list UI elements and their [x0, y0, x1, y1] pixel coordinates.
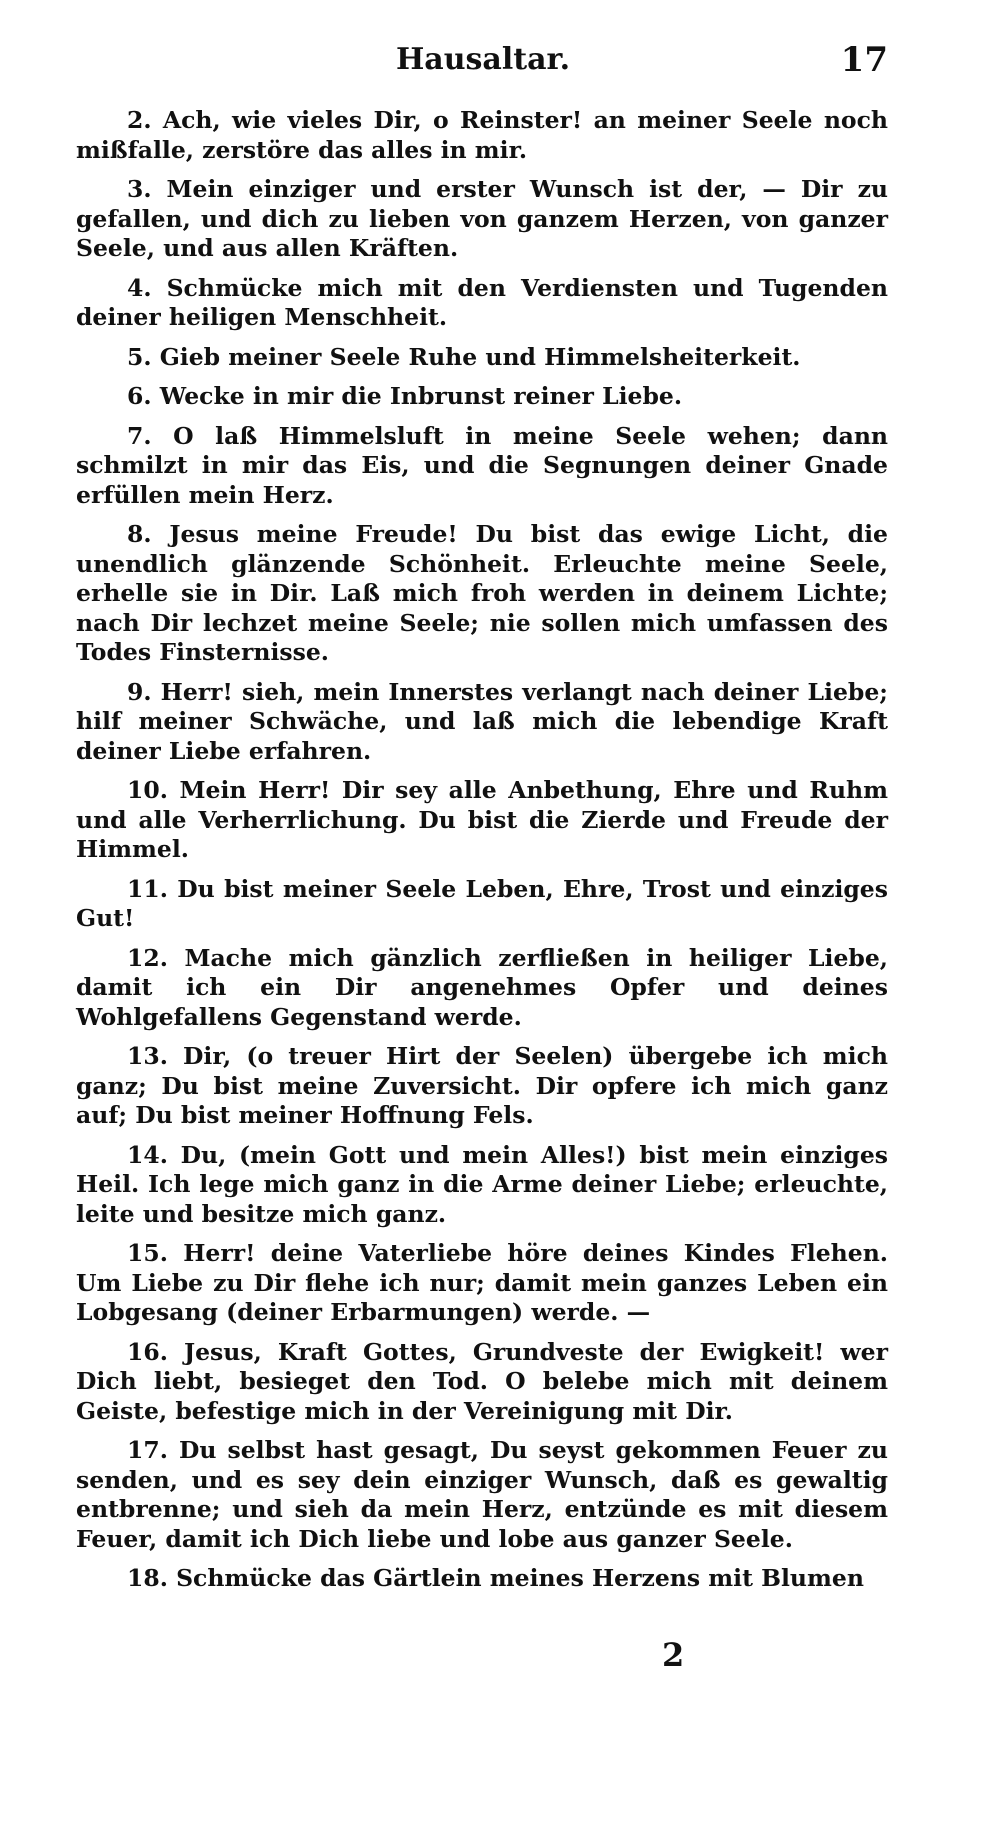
- prayer-paragraph-4: 4. Schmücke mich mit den Verdiensten und Tugenden deiner heiligen Menschheit.: [76, 273, 888, 331]
- prayer-paragraph-10: 10. Mein Herr! Dir sey alle Anbethung, Ehre und Ruhm und alle Verherrlichung. Du bist die Zierde und Freude der Himmel.: [76, 776, 888, 863]
- prayer-paragraph-3: 3. Mein einziger und erster Wunsch ist der, — Dir zu gefallen, und dich zu lieben von ganzem Herzen, von ganzer Seele, und aus allen Kräften.: [76, 175, 888, 262]
- prayer-paragraph-16: 16. Jesus, Kraft Gottes, Grundveste der Ewigkeit! wer Dich liebt, besieget den Tod. O belebe mich mit deinem Geiste, befestige mich in der Vereinigung mit Dir.: [76, 1337, 888, 1425]
- prayer-paragraph-12: 12. Mache mich gänzlich zerfließen in heiliger Liebe, damit ich ein Dir angenehmes Opfer und deines Wohlgefallens Gegenstand werde.: [76, 943, 888, 1031]
- running-title: Hausaltar.: [395, 42, 571, 77]
- prayer-paragraph-17: 17. Du selbst hast gesagt, Du seyst gekommen Feuer zu senden, und es sey dein einziger Wunsch, daß es gewaltig entbrenne; und sieh da mein Herz, entzünde es mit diesem Feuer, damit ich Dich liebe und lobe aus ganzer Seele.: [76, 1436, 888, 1553]
- signature-mark: 2: [662, 1636, 685, 1674]
- page-number: 17: [840, 40, 888, 80]
- prayer-paragraph-9: 9. Herr! sieh, mein Innerstes verlangt nach deiner Liebe; hilf meiner Schwäche, und laß mich die lebendige Kraft deiner Liebe erfahren.: [76, 677, 888, 765]
- prayer-paragraph-7: 7. O laß Himmelsluft in meine Seele wehen; dann schmilzt in mir das Eis, und die Segnungen deiner Gnade erfüllen mein Herz.: [76, 421, 888, 509]
- page-header: [78, 38, 888, 88]
- body-text: [76, 106, 888, 1594]
- prayer-paragraph-13: 13. Dir, (o treuer Hirt der Seelen) übergebe ich mich ganz; Du bist meine Zuversicht. Dir opfere ich mich ganz auf; Du bist meiner Hoffnung Fels.: [76, 1042, 888, 1129]
- prayer-paragraph-14: 14. Du, (mein Gott und mein Alles!) bist mein einziges Heil. Ich lege mich ganz in die Arme deiner Liebe; erleuchte, leite und besitze mich ganz.: [76, 1140, 888, 1228]
- prayer-paragraph-18: 18. Schmücke das Gärtlein meines Herzens mit Blumen: [127, 1564, 864, 1592]
- prayer-paragraph-11: 11. Du bist meiner Seele Leben, Ehre, Trost und einziges Gut!: [76, 874, 888, 932]
- prayer-paragraph-8: 8. Jesus meine Freude! Du bist das ewige Licht, die unendlich glänzende Schönheit. Erleuchte meine Seele, erhelle sie in Dir. Laß mich froh werden in deinem Lichte; nach Dir lechzet meine Seele; nie sollen mich umfassen des Todes Finsternisse.: [76, 520, 888, 666]
- prayer-paragraph-2: 2. Ach, wie vieles Dir, o Reinster! an meiner Seele noch mißfalle, zerstöre das alles in mir.: [76, 106, 888, 164]
- prayer-paragraph-6: 6. Wecke in mir die Inbrunst reiner Liebe.: [127, 382, 683, 410]
- prayer-paragraph-15: 15. Herr! deine Vaterliebe höre deines Kindes Flehen. Um Liebe zu Dir flehe ich nur; damit mein ganzes Leben ein Lobgesang (deiner Erbarmungen) werde. —: [76, 1239, 888, 1326]
- prayer-paragraph-5: 5. Gieb meiner Seele Ruhe und Himmelsheiterkeit.: [127, 342, 801, 371]
